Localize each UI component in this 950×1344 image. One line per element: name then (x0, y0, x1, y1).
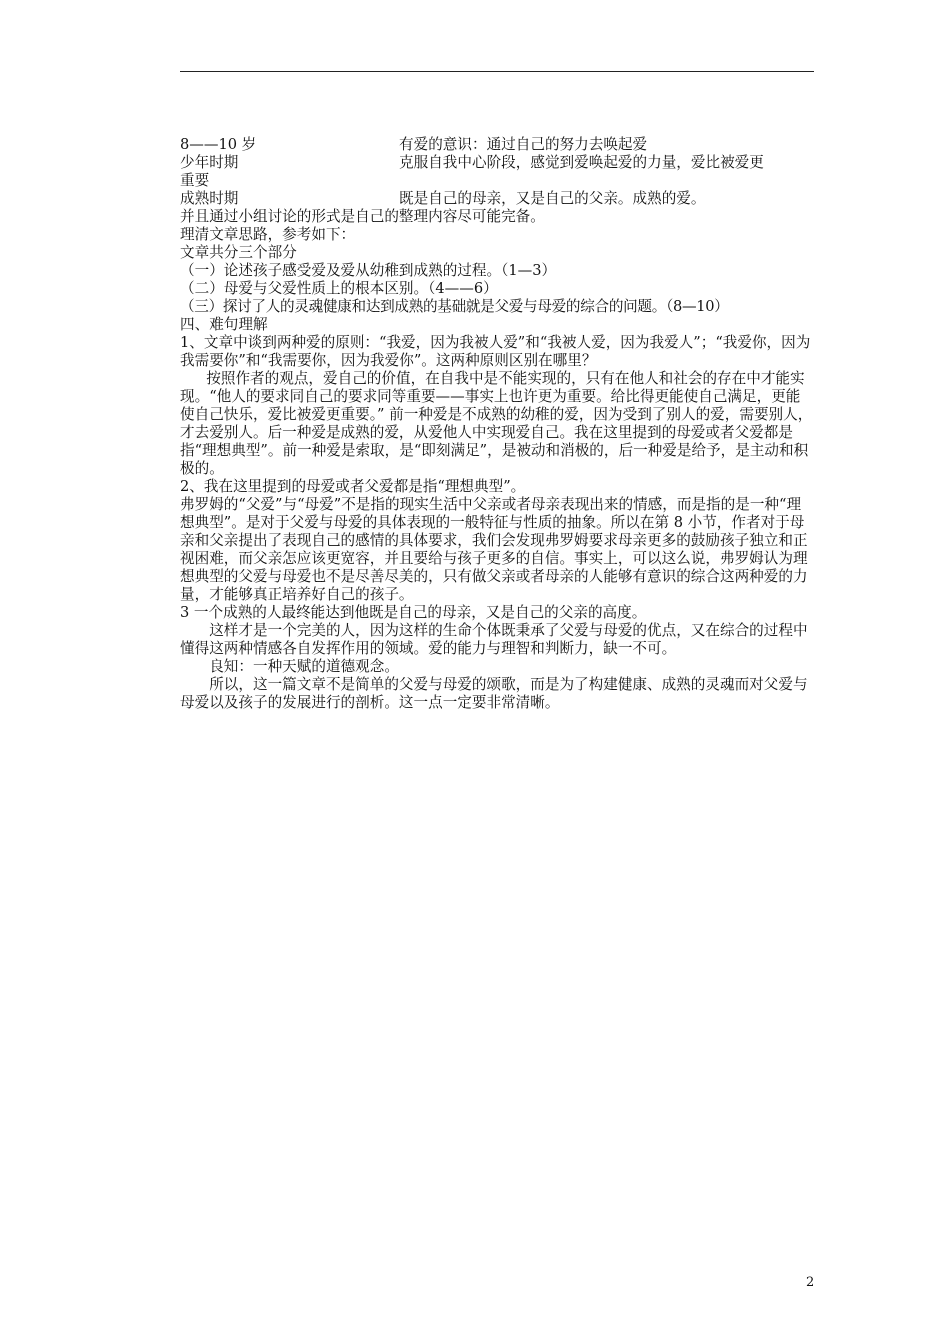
question-3: 3 一个成熟的人最终能达到他既是自己的母亲，又是自己的父亲的高度。 (180, 604, 647, 621)
text-line: 文章共分三个部分 (180, 244, 297, 261)
conscience-definition: 良知：一种天赋的道德观念。 (209, 658, 399, 675)
section-three: （三）探讨了人的灵魂健康和达到成熟的基础就是父爱与母爱的综合的问题。（8—10） (180, 298, 729, 315)
stage-age: 成熟时期 (180, 190, 239, 207)
summary-paragraph: 所以，这一篇文章不是简单的父爱与母爱的颂歌，而是为了构建健康、成熟的灵魂而对父爱与母爱以及孩子的发展进行的剖析。这一点一定要非常清晰。 (180, 676, 808, 711)
section-two: （二）母爱与父爱性质上的根本区别。（4——6） (180, 280, 498, 297)
stage-age: 8——10 岁 (180, 136, 257, 153)
answer-paragraph-1: 按照作者的观点，爱自己的价值，在自我中是不能实现的，只有在他人和社会的存在中才能实现。“他人的要求同自己的要求同等重要——事实上也许更为重要。给比得更能使自己满足，更能使自己快乐，爱比被爱更重要。” 前一种爱是不成熟的幼稚的爱，因为受到了别人的爱，需要别人，才去爱别人。后一种爱是成熟的爱，从爱他人中实现爱自己。我在这里提到的母爱或者父爱都是指“理想典型”。前一种爱是索取，是“即刻满足”，是被动和消极的，后一种爱是给予，是主动和积极的。 (180, 370, 813, 477)
question-1: 1、文章中谈到两种爱的原则：“我爱，因为我被人爱”和“我被人爱，因为我爱人”；“我爱你，因为我需要你”和“我需要你，因为我爱你”。这两种原则区别在哪里？ (180, 334, 811, 369)
page-number: 2 (806, 1275, 815, 1290)
stage-desc: 有爱的意识：通过自己的努力去唤起爱 (399, 136, 648, 153)
stage-row (180, 190, 814, 208)
stage-desc: 既是自己的母亲，又是自己的父亲。成熟的爱。 (399, 190, 706, 207)
answer-paragraph-3: 这样才是一个完美的人，因为这样的生命个体既秉承了父爱与母爱的优点，又在综合的过程中懂得这两种情感各自发挥作用的领域。爱的能力与理智和判断力，缺一不可。 (180, 622, 808, 657)
stage-desc: 重要 (180, 172, 210, 189)
section-one: （一）论述孩子感受爱及爱从幼稚到成熟的过程。（1—3） (180, 262, 557, 279)
header-rule (180, 71, 814, 72)
question-2: 2、我在这里提到的母爱或者父爱都是指“理想典型”。 (180, 478, 526, 495)
stage-row (180, 154, 814, 172)
section-heading: 四、难句理解 (180, 316, 268, 333)
stage-row (180, 172, 814, 190)
text-line: 理清文章思路，参考如下： (180, 226, 356, 243)
answer-paragraph-2: 弗罗姆的“父爱”与“母爱”不是指的现实生活中父亲或者母亲表现出来的情感，而是指的是一种“理想典型”。是对于父爱与母爱的具体表现的一般特征与性质的抽象。所以在第 8 小节，作者对于母亲和父亲提出了表现自己的感情的具体要求，我们会发现弗罗姆要求母亲更多的鼓励孩子独立和正视困难，而父亲怎应该更宽容，并且要给与孩子更多的自信。事实上，可以这么说，弗罗姆认为理想典型的父爱与母爱也不是尽善尽美的，只有做父亲或者母亲的人能够有意识的综合这两种爱的力量，才能够真正培养好自己的孩子。 (180, 496, 808, 603)
text-line: 并且通过小组讨论的形式是自己的整理内容尽可能完备。 (180, 208, 545, 225)
document-body (180, 136, 814, 712)
stage-desc: 克服自我中心阶段，感觉到爱唤起爱的力量，爱比被爱更 (399, 154, 764, 171)
stage-age: 少年时期 (180, 154, 239, 171)
stage-row (180, 136, 814, 154)
